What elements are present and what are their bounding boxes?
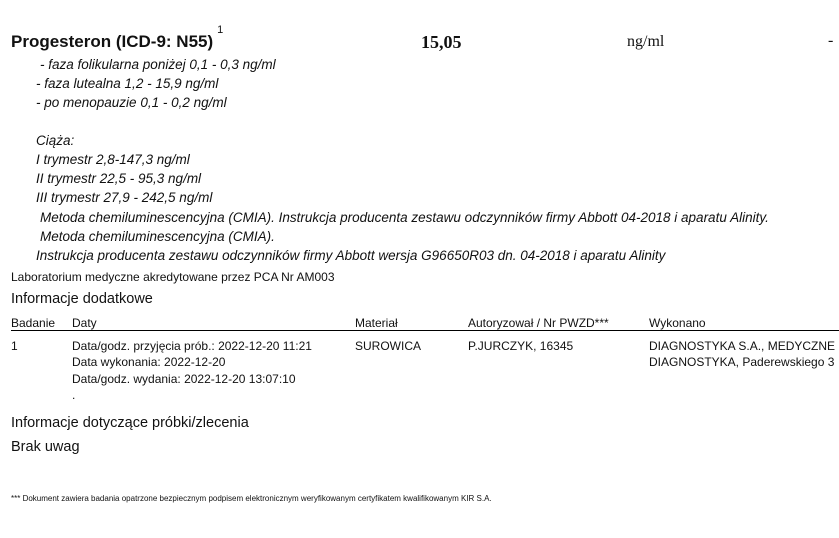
pregnancy-trimester-1: I trymestr 2,8-147,3 ng/ml bbox=[36, 152, 190, 167]
cell-date-performed: Data wykonania: 2022-12-20 bbox=[72, 355, 226, 369]
cell-performed-line-1: DIAGNOSTYKA S.A., MEDYCZNE bbox=[649, 339, 836, 353]
method-line-3: Instrukcja producenta zestawu odczynników firmy Abbott wersja G96650R03 dn. 04-2018 i aparatu Alinity bbox=[36, 248, 666, 263]
column-header-badanie: Badanie bbox=[11, 316, 56, 330]
test-name-text: Progesteron (ICD-9: N55) bbox=[11, 32, 214, 51]
additional-info-heading: Informacje dodatkowe bbox=[11, 291, 153, 307]
cell-performed-line-2: DIAGNOSTYKA, Paderewskiego 3 bbox=[649, 355, 835, 369]
cell-date-received: Data/godz. przyjęcia prób.: 2022-12-20 11:21 bbox=[72, 339, 312, 353]
reference-range-menopause: - po menopauzie 0,1 - 0,2 ng/ml bbox=[36, 95, 227, 110]
reference-range-luteal: - faza lutealna 1,2 - 15,9 ng/ml bbox=[36, 76, 219, 91]
accreditation: Laboratorium medyczne akredytowane przez PCA Nr AM003 bbox=[11, 270, 335, 284]
column-header-performed: Wykonano bbox=[649, 316, 706, 330]
cell-badanie: 1 bbox=[11, 339, 18, 353]
pregnancy-heading: Ciąża: bbox=[36, 133, 75, 148]
footnote-mark: 1 bbox=[217, 24, 224, 36]
test-name bbox=[11, 24, 224, 52]
column-header-material: Materiał bbox=[355, 316, 398, 330]
sample-info-value: Brak uwag bbox=[11, 439, 80, 455]
cell-date-issued: Data/godz. wydania: 2022-12-20 13:07:10 bbox=[72, 372, 296, 386]
pregnancy-trimester-3: III trymestr 27,9 - 242,5 ng/ml bbox=[36, 190, 213, 205]
signature-footnote: *** Dokument zawiera badania opatrzone bezpiecznym podpisem elektronicznym weryfikowanym certyfikatem kwalifikowanym KIR S.A. bbox=[11, 494, 492, 503]
cell-date-extra: . bbox=[72, 388, 76, 402]
column-header-daty: Daty bbox=[72, 316, 97, 330]
reference-range-follicular: - faza folikularna poniżej 0,1 - 0,3 ng/ml bbox=[40, 57, 276, 72]
cell-material: SUROWICA bbox=[355, 339, 421, 353]
cell-authorized: P.JURCZYK, 16345 bbox=[468, 339, 574, 353]
result-flag: - bbox=[828, 32, 834, 49]
column-header-authorized: Autoryzował / Nr PWZD*** bbox=[468, 316, 609, 330]
sample-info-heading: Informacje dotyczące próbki/zlecenia bbox=[11, 415, 249, 431]
method-line-1: Metoda chemiluminescencyjna (CMIA). Instrukcja producenta zestawu odczynników firmy Abbott 04-2018 i aparatu Alinity. bbox=[40, 210, 769, 225]
result-unit: ng/ml bbox=[627, 33, 665, 50]
result-value: 15,05 bbox=[421, 32, 462, 52]
pregnancy-trimester-2: II trymestr 22,5 - 95,3 ng/ml bbox=[36, 171, 202, 186]
table-header-rule bbox=[11, 330, 839, 331]
method-line-2: Metoda chemiluminescencyjna (CMIA). bbox=[40, 229, 275, 244]
